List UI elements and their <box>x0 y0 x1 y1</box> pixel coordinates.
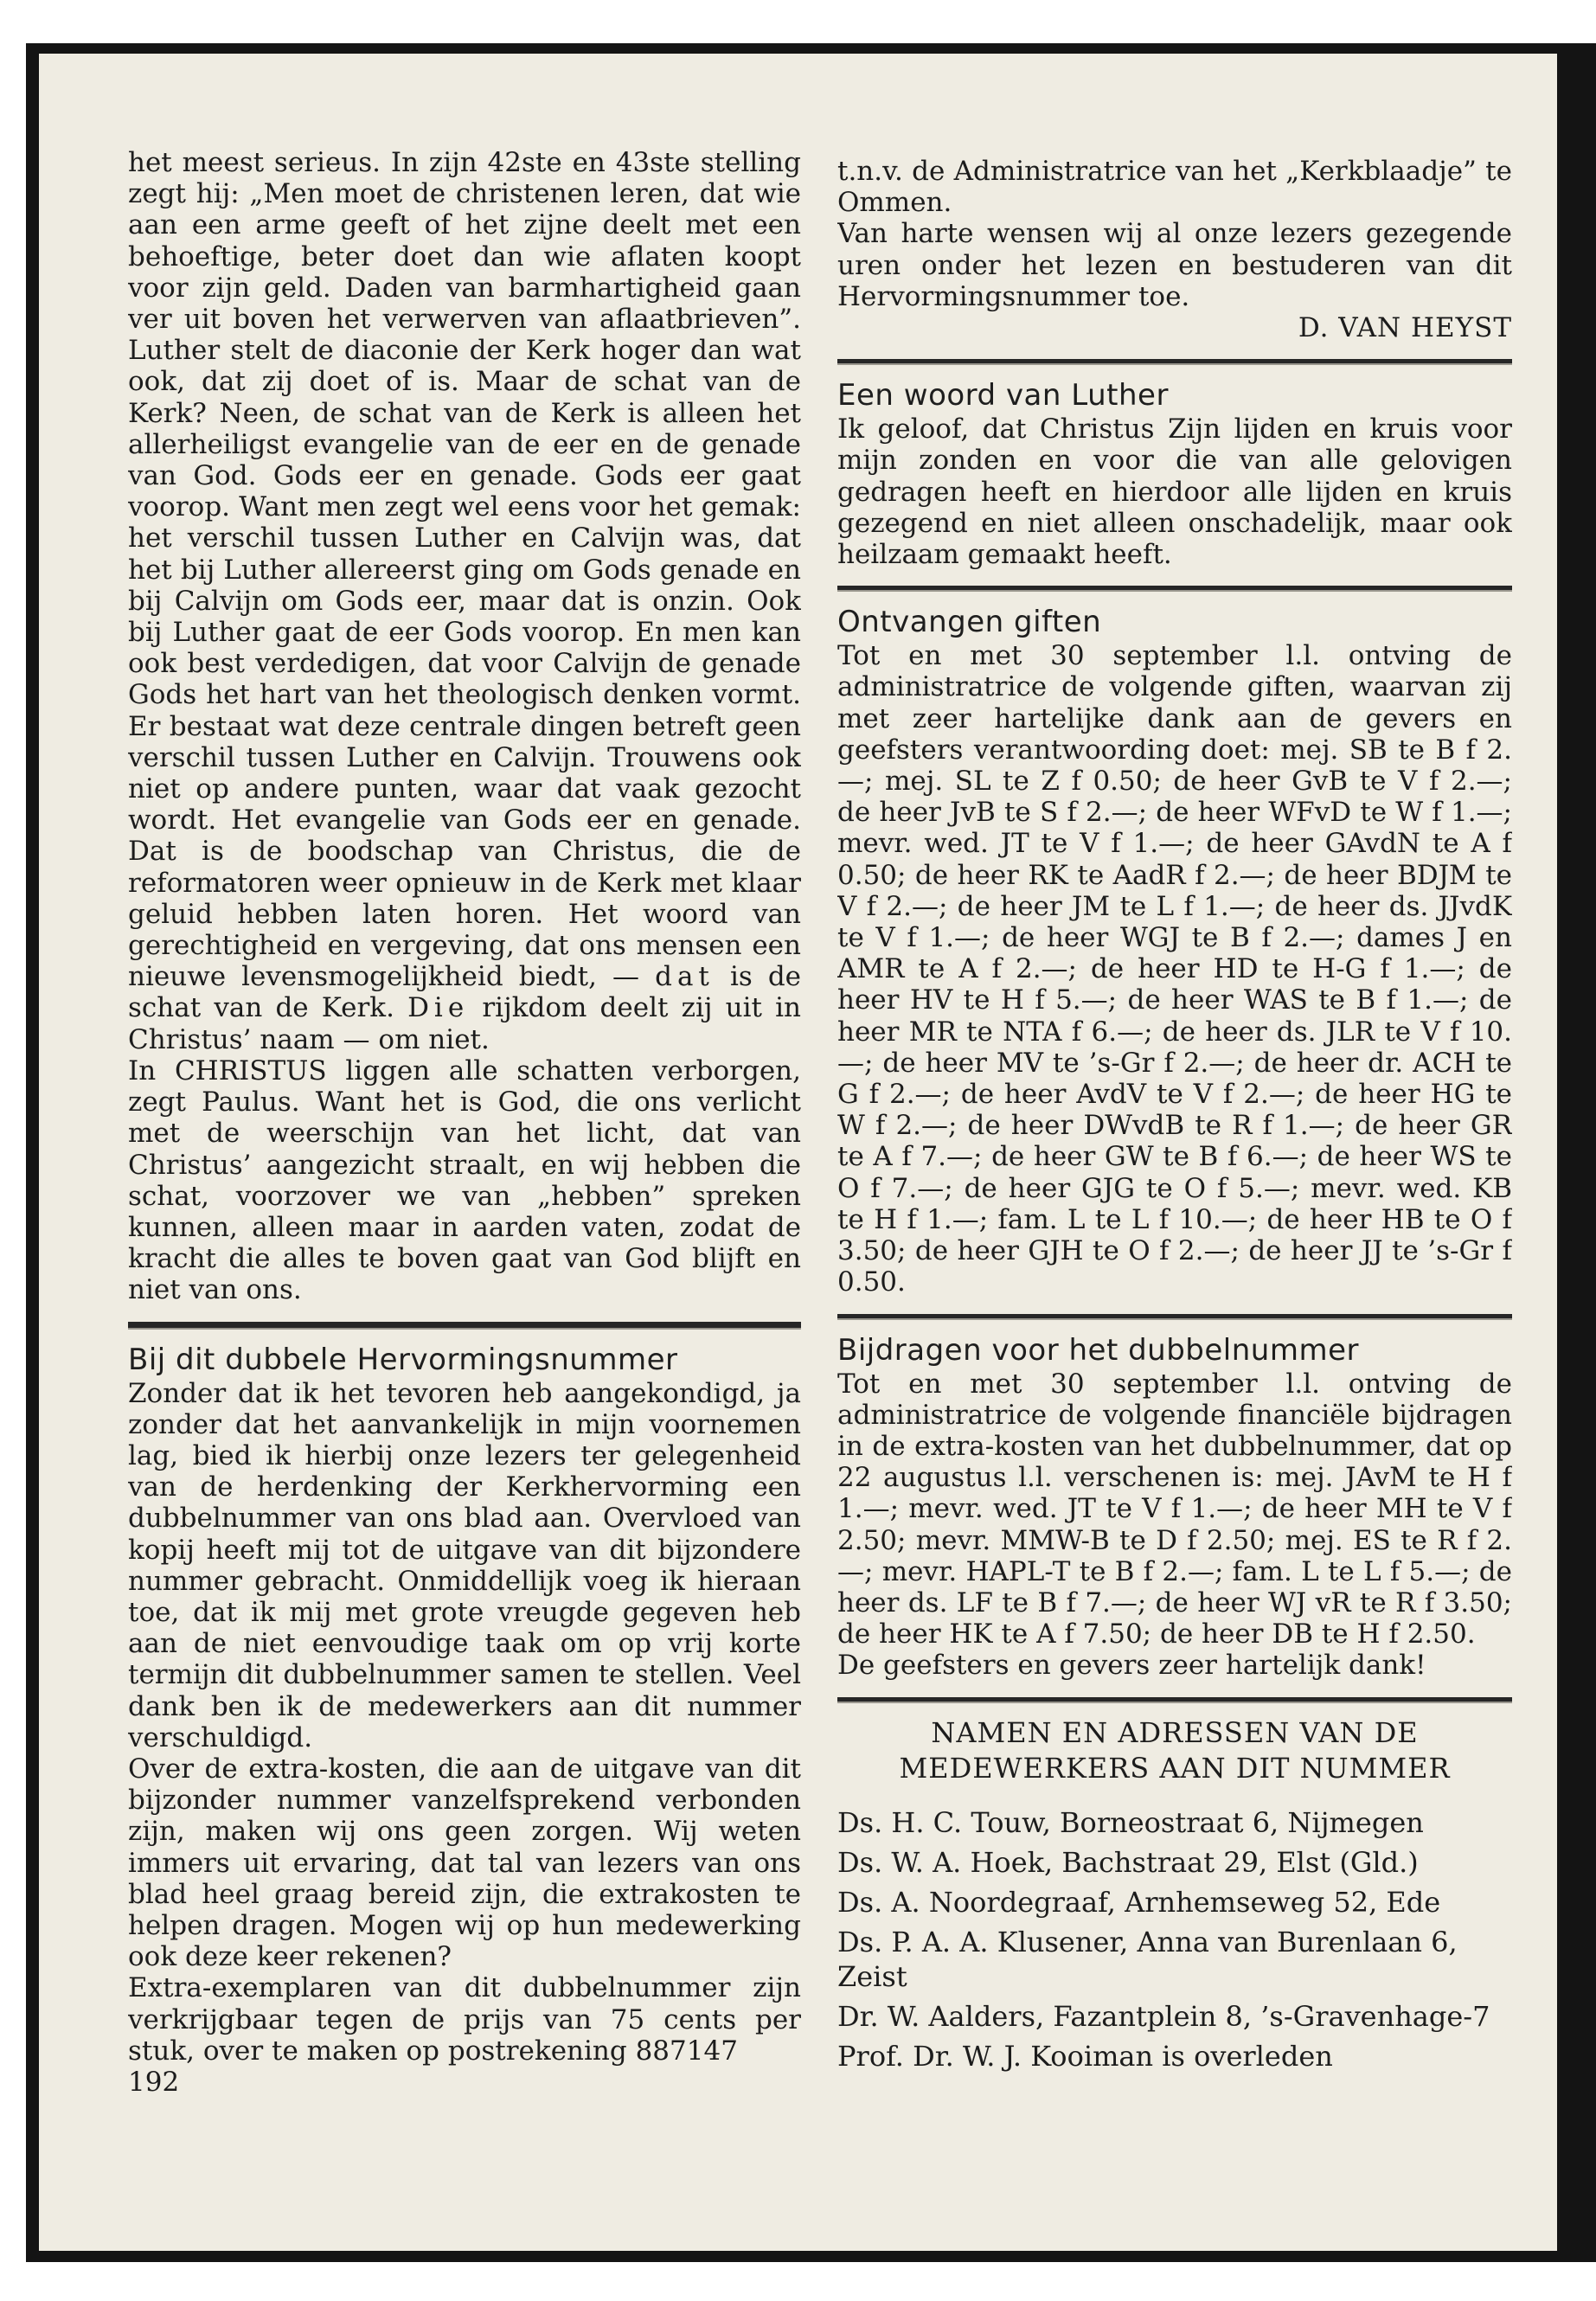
gifts-list: Tot en met 30 september l.l. ontving de administratrice de volgende giften, waarvan zij met zeer hartelijke dank aan de gevers en geefsters verantwoording doet: mej. SB te B f 2.—; mej. SL te Z f 0.50; de heer GvB te V f 2.—; de heer JvB te S f 2.—; de heer WFvD te W f 1.—; mevr. wed. JT te V f 1.—; de heer GAvdN te A f 0.50; de heer RK te AadR f 2.—; de heer BDJM te V f 2.—; de heer JM te L f 1.—; de heer ds. JJvdK te V f 1.—; de heer WGJ te B f 2.—; dames J en AMR te A f 2.—; de heer HD te H-G f 1.—; de heer HV te H f 5.—; de heer WAS te B f 1.—; de heer MR te NTA f 6.—; de heer ds. JLR te V f 10.—; de heer MV te ’s-Gr f 2.—; de heer dr. ACH te G f 2.—; de heer AvdV te V f 2.—; de heer HG te W f 2.—; de heer DWvdB te R f 1.—; de heer GR te A f 7.—; de heer GW te B f 6.—; de heer WS te O f 7.—; de heer GJG te O f 5.—; mevr. wed. KB te H f 1.—; fam. L te L f 10.—; de heer HB te O f 3.50; de heer GJH te O f 2.—; de heer JJ te ’s-Gr f 0.50. <box>837 640 1512 1298</box>
divider-gifts <box>837 586 1512 592</box>
article-text-2: is de schat van de Kerk. <box>128 961 801 1024</box>
emphasis-dat: dat <box>655 961 715 993</box>
right-column <box>837 156 1512 2079</box>
contributors-title-line2: MEDEWERKERS AAN DIT NUMMER <box>899 1751 1451 1785</box>
section-title-gifts: Ontvangen giften <box>837 605 1102 640</box>
contributions-thanks: De geefsters en gevers zeer hartelijk dank! <box>837 1650 1426 1682</box>
article-closing: In CHRISTUS liggen alle schatten verborgen, zegt Paulus. Want het is God, die ons verlicht met de weerschijn van het licht, dat van Christus’ aangezicht straalt, en wij hebben die schat, voorzover we van „hebben” spreken kunnen, alleen maar in aarden vaten, zodat de kracht die alles te boven gaat van God blijft en niet van ons. <box>128 1054 801 1306</box>
luther-quote: Ik geloof, dat Christus Zijn lijden en kruis voor mijn zonden en voor die van alle gelovigen gedragen heeft en hierdoor alle lijden en kruis gezegend en niet alleen onschadelijk, maar ook heilzaam gemaakt heeft. <box>837 413 1512 571</box>
left-column <box>128 147 801 2098</box>
editor-signature: D. VAN HEYST <box>1298 312 1512 344</box>
article-continuation <box>128 147 801 1055</box>
article-text-3: rijkdom deelt zij uit in Christus’ naam — om niet. <box>128 992 801 1055</box>
administration-note: t.n.v. de Administratrice van het „Kerkblaadje” te Ommen. <box>837 156 1512 219</box>
contributor-item: Prof. Dr. W. J. Kooiman is overleden <box>837 2039 1333 2073</box>
article-text: het meest serieus. In zijn 42ste en 43ste stelling zegt hij: „Men moet de christenen leren, dat wie aan een arme geeft of het zijne deelt met een behoeftige, beter doet dan wie aflaten koopt voor zijn geld. Daden van barmhartigheid gaan ver uit boven het verwerven van aflaatbrieven”. Luther stelt de diaconie der Kerk hoger dan wat ook, dat zij doet of is. Maar de schat van de Kerk? Neen, de schat van de Kerk is alleen het allerheiligst evangelie van de eer en de genade van God. Gods eer en genade. Gods eer gaat voorop. Want men zegt wel eens voor het gemak: het verschil tussen Luther en Calvijn was, dat het bij Luther allereerst ging om Gods genade en bij Calvijn om Gods eer, maar dat is onzin. Ook bij Luther gaat de eer Gods voorop. En men kan ook best verdedigen, dat voor Calvijn de genade Gods het hart van het theologisch denken vormt. Er bestaat wat deze centrale dingen betreft geen verschil tussen Luther en Calvijn. Trouwens ook niet op andere punten, waar dat vaak gezocht wordt. Het evangelie van Gods eer en genade. Dat is de boodschap van Christus, die de reformatoren weer opnieuw in de Kerk met klaar geluid hebben laten horen. Het woord van gerechtigheid en vergeving, dat ons mensen een nieuwe levensmogelijkheid biedt, — <box>128 147 801 993</box>
section-paragraph-3: Extra-exemplaren van dit dubbelnummer zijn verkrijgbaar tegen de prijs van 75 cents per stuk, over te maken op postrekening 887147 <box>128 1972 801 2067</box>
contributor-item: Ds. P. A. A. Klusener, Anna van Burenlaan 6, Zeist <box>837 1925 1458 1993</box>
contributor-item: Ds. H. C. Touw, Borneostraat 6, Nijmegen <box>837 1805 1424 1839</box>
emphasis-die: Die <box>407 992 470 1024</box>
section-title-luther: Een woord van Luther <box>837 378 1169 413</box>
section-title-contributions: Bijdragen voor het dubbelnummer <box>837 1332 1359 1368</box>
divider-luther <box>837 359 1512 365</box>
contributor-item: Ds. A. Noordegraaf, Arnhemseweg 52, Ede <box>837 1885 1441 1919</box>
contributions-list: Tot en met 30 september l.l. ontving de administratrice de volgende financiële bijdragen in de extra-kosten van het dubbelnummer, dat op 22 augustus l.l. verschenen is: mej. JAvM te H f 1.—; mevr. wed. JT te V f 1.—; de heer MH te V f 2.50; mevr. MMW-B te D f 2.50; mej. ES te R f 2.—; mevr. HAPL-T te B f 2.—; fam. L te L f 5.—; de heer ds. LF te B f 7.—; de heer WJ vR te R f 3.50; de heer HK te A f 7.50; de heer DB te H f 2.50. <box>837 1368 1512 1650</box>
greeting-paragraph: Van harte wensen wij al onze lezers gezegende uren onder het lezen en bestuderen van dit Hervormingsnummer toe. <box>837 218 1512 312</box>
section-divider <box>128 1322 801 1330</box>
contributors-title-line1: NAMEN EN ADRESSEN VAN DE <box>931 1715 1419 1749</box>
page-number: 192 <box>128 2066 180 2098</box>
section-paragraph-1: Zonder dat ik het tevoren heb aangekondigd, ja zonder dat het aanvankelijk in mijn voornemen lag, bied ik hierbij onze lezers ter gelegenheid van de herdenking der Kerkhervorming een dubbelnummer van ons blad aan. Overvloed van kopij heeft mij tot de uitgave van dit bijzondere nummer gebracht. Onmiddellijk voeg ik hieraan toe, dat ik mij met grote vreugde gegeven heb aan de niet eenvoudige taak om op vrij korte termijn dit dubbelnummer samen te stellen. Veel dank ben ik de medewerkers aan dit nummer verschuldigd. <box>128 1377 801 1753</box>
contributor-item: Ds. W. A. Hoek, Bachstraat 29, Elst (Gld.) <box>837 1845 1419 1879</box>
contributor-item: Dr. W. Aalders, Fazantplein 8, ’s-Gravenhage-7 <box>837 1999 1490 2033</box>
section-paragraph-2: Over de extra-kosten, die aan de uitgave van dit bijzonder nummer vanzelfsprekend verbonden zijn, maken wij ons geen zorgen. Wij weten immers uit ervaring, dat tal van lezers van ons blad heel graag bereid zijn, die extrakosten te helpen dragen. Mogen wij op hun medewerking ook deze keer rekenen? <box>128 1753 801 1973</box>
contributors-list <box>837 1805 1512 2073</box>
section-title-hervormingsnummer: Bij dit dubbele Hervormingsnummer <box>128 1342 678 1377</box>
divider-contributions <box>837 1314 1512 1320</box>
divider-contributors <box>837 1697 1512 1703</box>
